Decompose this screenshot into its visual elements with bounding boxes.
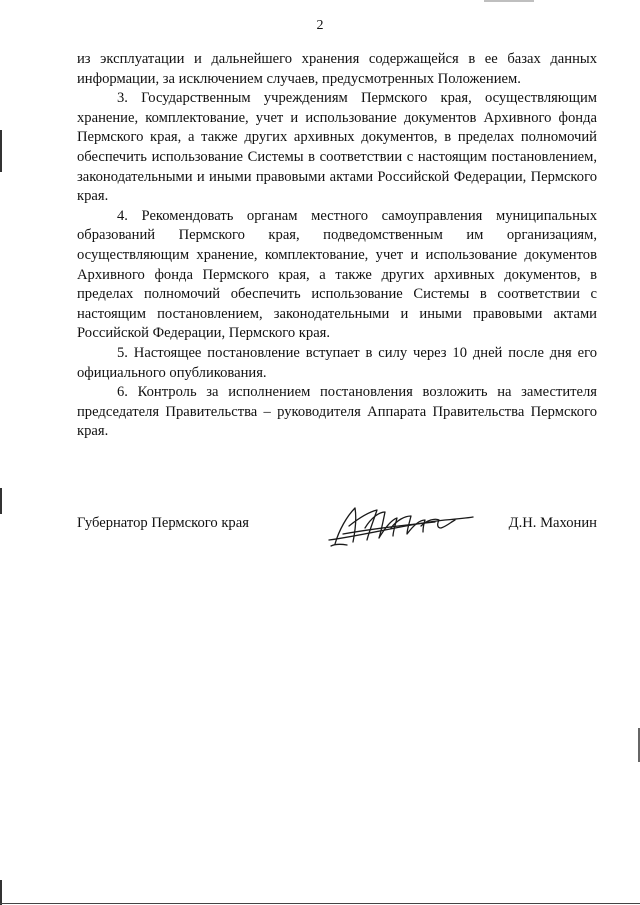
paragraph-continuation: из эксплуатации и дальнейшего хранения содержащейся в ее базах данных информации, за исключением случаев, предусмотренных Положением. bbox=[77, 51, 597, 87]
page-number: 2 bbox=[316, 18, 324, 33]
scan-top-mark bbox=[484, 0, 534, 2]
paragraph-item-3: 3. Государственным учреждениям Пермского края, осуществляющим хранение, комплектование, учет и использование документов Архивного фонда Пермского края, а также других архивных документов, в пределах полномочий обеспечить использование Системы в соответствии с настоящим постановлением, законодательными и иными правовыми актами Российской Федерации, Пермского края. bbox=[77, 90, 597, 205]
scan-bottom-edge bbox=[0, 903, 640, 904]
signature-block bbox=[77, 508, 597, 548]
signatory-title: Губернатор Пермского края bbox=[77, 515, 249, 531]
paragraph-item-4: 4. Рекомендовать органам местного самоуправления муниципальных образований Пермского края, подведомственным им организациям, осуществляющим хранение, комплектование, учет и использование документов Архивного фонда Пермского края, а также других архивных документов, в пределах полномочий обеспечить использование Системы в соответствии с настоящим постановлением, законодательными и иными правовыми актами Российской Федерации, Пермского края. bbox=[77, 207, 597, 342]
signatory-name: Д.Н. Махонин bbox=[508, 515, 597, 531]
scan-left-edge-mark bbox=[0, 130, 2, 172]
paragraph-item-6: 6. Контроль за исполнением постановления возложить на заместителя председателя Правительства – руководителя Аппарата Правительства Пермского края. bbox=[77, 384, 597, 440]
scan-left-edge-mark bbox=[0, 488, 2, 514]
scan-left-edge-mark bbox=[0, 880, 2, 905]
handwritten-signature bbox=[325, 500, 475, 550]
paragraph-item-5: 5. Настоящее постановление вступает в силу через 10 дней после дня его официального опубликования. bbox=[77, 344, 597, 381]
document-body bbox=[77, 50, 597, 442]
